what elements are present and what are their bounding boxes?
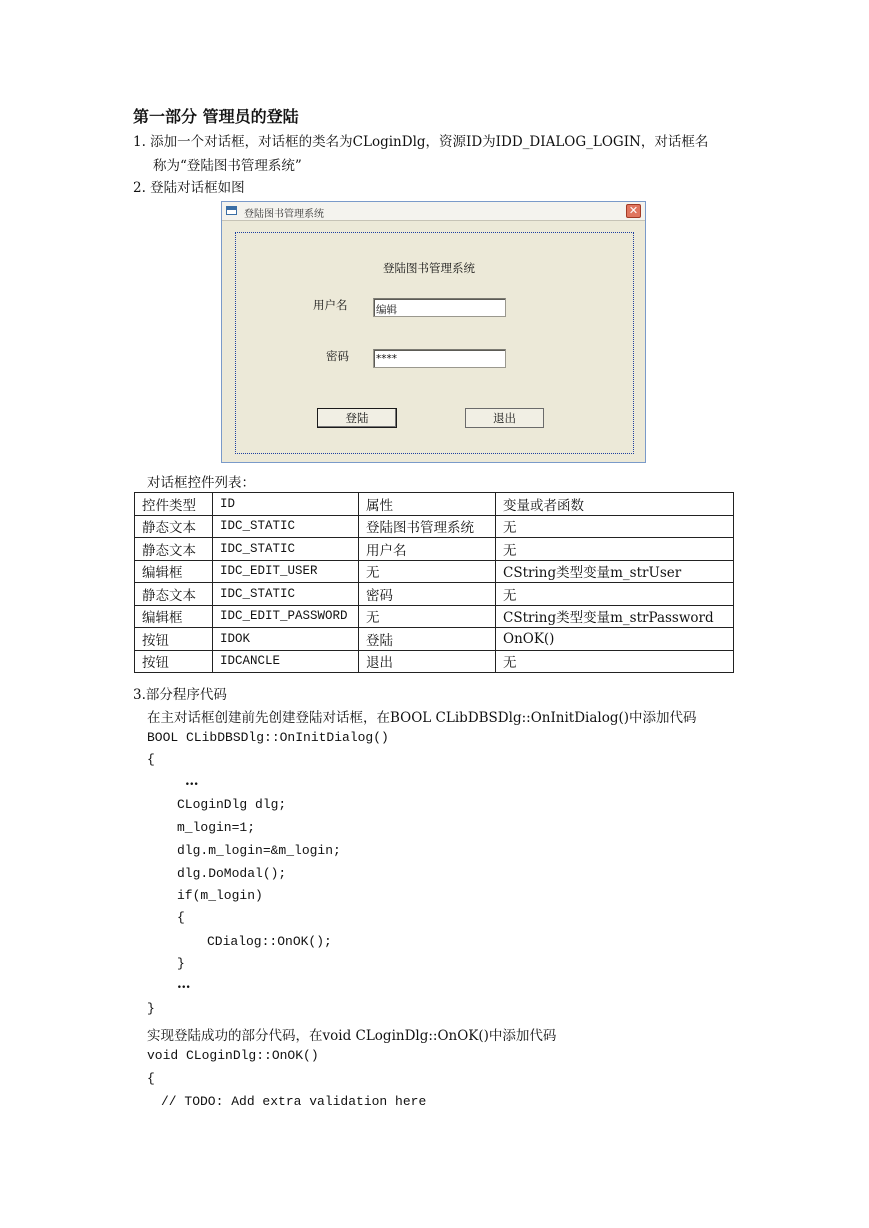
table-cell: 退出 [359, 650, 496, 673]
table-row [135, 628, 734, 651]
table-row [135, 538, 734, 561]
step-3-text: 3.部分程序代码 [133, 687, 227, 703]
table-cell: 静态文本 [135, 515, 213, 538]
table-cell: IDC_STATIC [213, 583, 359, 606]
password-label: 密码 [326, 349, 349, 363]
table-cell: 无 [496, 583, 734, 606]
table-cell: 编辑框 [135, 605, 213, 628]
table-cell: 无 [359, 560, 496, 583]
code-line: m_login=1; [177, 820, 256, 835]
code-line: { [147, 1071, 155, 1086]
table-cell: IDC_EDIT_PASSWORD [213, 605, 359, 628]
step-1-line-1: 1. 添加一个对话框，对话框的类名为CLoginDlg，资源ID为IDD_DIALOG_LOGIN，对话框名 [133, 134, 709, 150]
step-1-line-2: 称为“登陆图书管理系统” [153, 158, 302, 174]
table-cell: 用户名 [359, 538, 496, 561]
code-line: } [147, 1001, 155, 1016]
user-label: 用户名 [313, 298, 348, 312]
code-line: dlg.m_login=&m_login; [177, 843, 341, 858]
table-caption: 对话框控件列表： [147, 475, 255, 491]
table-cell: 编辑框 [135, 560, 213, 583]
table-row [135, 560, 734, 583]
dialog-caption: 登陆图书管理系统 [383, 261, 475, 275]
table-cell: 无 [496, 650, 734, 673]
user-input[interactable]: 编辑 [373, 298, 506, 317]
table-cell: IDC_STATIC [213, 538, 359, 561]
header-cell: ID [213, 493, 359, 516]
code-line: CLoginDlg dlg; [177, 797, 287, 812]
section-heading: 第一部分 管理员的登陆 [133, 107, 299, 126]
table-cell: IDC_EDIT_USER [213, 560, 359, 583]
code-line: BOOL CLibDBSDlg::OnInitDialog() [147, 730, 389, 745]
dialog-title: 登陆图书管理系统 [244, 209, 324, 220]
window-icon [226, 206, 237, 215]
table-cell: 无 [496, 538, 734, 561]
table-cell: 无 [359, 605, 496, 628]
code-line: CDialog::OnOK(); [207, 934, 332, 949]
controls-table [134, 492, 734, 673]
code-line: { [177, 910, 185, 925]
dialog-title-bar [222, 202, 645, 221]
table-cell: IDC_STATIC [213, 515, 359, 538]
code-line: // TODO: Add extra validation here [161, 1094, 427, 1109]
header-cell: 属性 [359, 493, 496, 516]
table-row [135, 650, 734, 673]
table-cell: IDOK [213, 628, 359, 651]
login-button[interactable]: 登陆 [317, 408, 397, 428]
table-cell: 静态文本 [135, 583, 213, 606]
table-cell: 登陆 [359, 628, 496, 651]
step-2-text: 2. 登陆对话框如图 [133, 180, 245, 196]
code-2-intro: 实现登陆成功的部分代码，在void CLoginDlg::OnOK()中添加代码 [147, 1028, 557, 1044]
table-cell: 静态文本 [135, 538, 213, 561]
code-line: { [147, 752, 155, 767]
table-row [135, 583, 734, 606]
table-cell: CString类型变量m_strPassword [496, 605, 734, 628]
table-cell: 无 [496, 515, 734, 538]
table-cell: 按钮 [135, 650, 213, 673]
password-input[interactable]: **** [373, 349, 506, 368]
code-line: dlg.DoModal(); [177, 866, 287, 881]
header-cell: 控件类型 [135, 493, 213, 516]
table-cell: 密码 [359, 583, 496, 606]
login-dialog [221, 201, 646, 463]
table-row [135, 515, 734, 538]
code-line: if(m_login) [177, 888, 263, 903]
table-row [135, 605, 734, 628]
table-cell: OnOK() [496, 628, 734, 651]
table-cell: 登陆图书管理系统 [359, 515, 496, 538]
header-cell: 变量或者函数 [496, 493, 734, 516]
close-icon[interactable]: ✕ [626, 204, 641, 218]
table-header-row [135, 493, 734, 516]
table-cell: IDCANCLE [213, 650, 359, 673]
exit-button[interactable]: 退出 [465, 408, 544, 428]
table-cell: 按钮 [135, 628, 213, 651]
code-ellipsis: … [177, 976, 191, 992]
code-line: } [177, 956, 185, 971]
code-line: void CLoginDlg::OnOK() [147, 1048, 319, 1063]
table-cell: CString类型变量m_strUser [496, 560, 734, 583]
code-ellipsis: … [185, 773, 199, 789]
code-1-intro: 在主对话框创建前先创建登陆对话框，在BOOL CLibDBSDlg::OnInitDialog()中添加代码 [147, 710, 697, 726]
